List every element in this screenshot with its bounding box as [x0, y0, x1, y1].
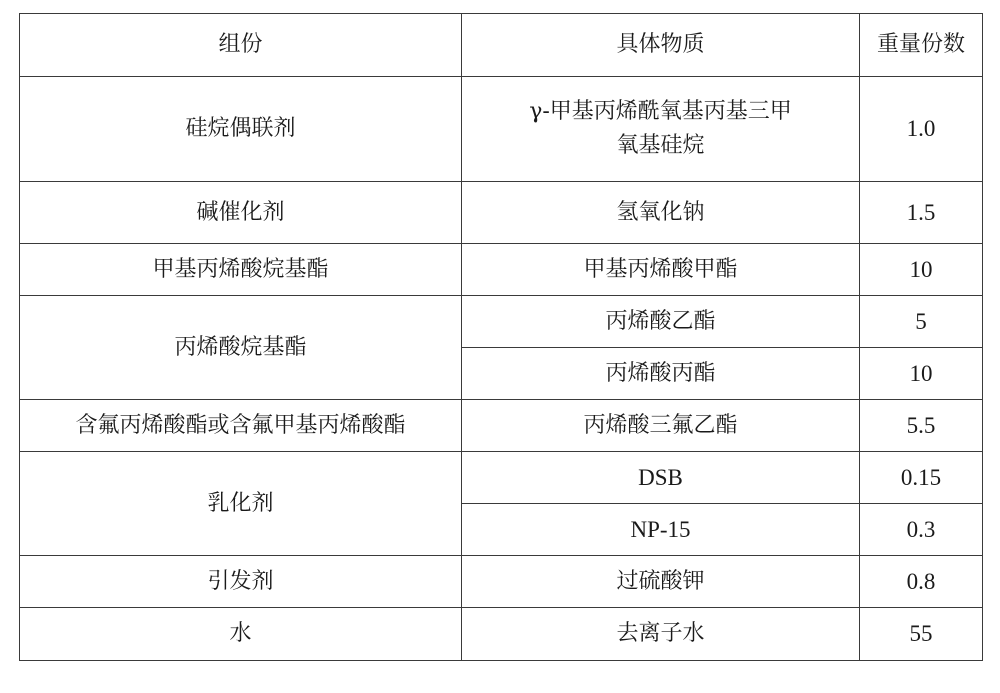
table-row [20, 244, 983, 296]
cell-parts: 55 [860, 608, 983, 661]
cell-component: 水 [20, 608, 462, 661]
cell-component: 乳化剂 [20, 452, 462, 556]
cell-substance: DSB [462, 452, 860, 504]
table-row [20, 182, 983, 244]
table-row [20, 400, 983, 452]
cell-component: 硅烷偶联剂 [20, 77, 462, 182]
header-component: 组份 [20, 14, 462, 77]
table-row [20, 452, 983, 504]
cell-substance: 丙烯酸乙酯 [462, 296, 860, 348]
header-row [20, 14, 983, 77]
cell-substance [462, 77, 860, 182]
composition-table [19, 13, 983, 661]
substance-text: γ-甲基丙烯酰氧基丙基三甲氧基硅烷 [529, 99, 792, 158]
cell-component: 丙烯酸烷基酯 [20, 296, 462, 400]
table-row [20, 77, 983, 182]
cell-substance: NP-15 [462, 504, 860, 556]
cell-parts: 10 [860, 244, 983, 296]
header-parts: 重量份数 [860, 14, 983, 77]
header-substance: 具体物质 [462, 14, 860, 77]
table-row [20, 556, 983, 608]
cell-substance: 去离子水 [462, 608, 860, 661]
cell-parts: 5 [860, 296, 983, 348]
cell-parts: 5.5 [860, 400, 983, 452]
cell-parts: 0.15 [860, 452, 983, 504]
cell-parts: 1.0 [860, 77, 983, 182]
table-row [20, 608, 983, 661]
cell-component: 甲基丙烯酸烷基酯 [20, 244, 462, 296]
cell-component: 引发剂 [20, 556, 462, 608]
cell-parts: 1.5 [860, 182, 983, 244]
cell-substance: 氢氧化钠 [462, 182, 860, 244]
cell-substance: 丙烯酸三氟乙酯 [462, 400, 860, 452]
cell-component: 含氟丙烯酸酯或含氟甲基丙烯酸酯 [20, 400, 462, 452]
cell-parts: 0.8 [860, 556, 983, 608]
cell-component: 碱催化剂 [20, 182, 462, 244]
cell-parts: 0.3 [860, 504, 983, 556]
table-row [20, 296, 983, 348]
cell-substance: 甲基丙烯酸甲酯 [462, 244, 860, 296]
cell-substance: 丙烯酸丙酯 [462, 348, 860, 400]
cell-parts: 10 [860, 348, 983, 400]
cell-substance: 过硫酸钾 [462, 556, 860, 608]
